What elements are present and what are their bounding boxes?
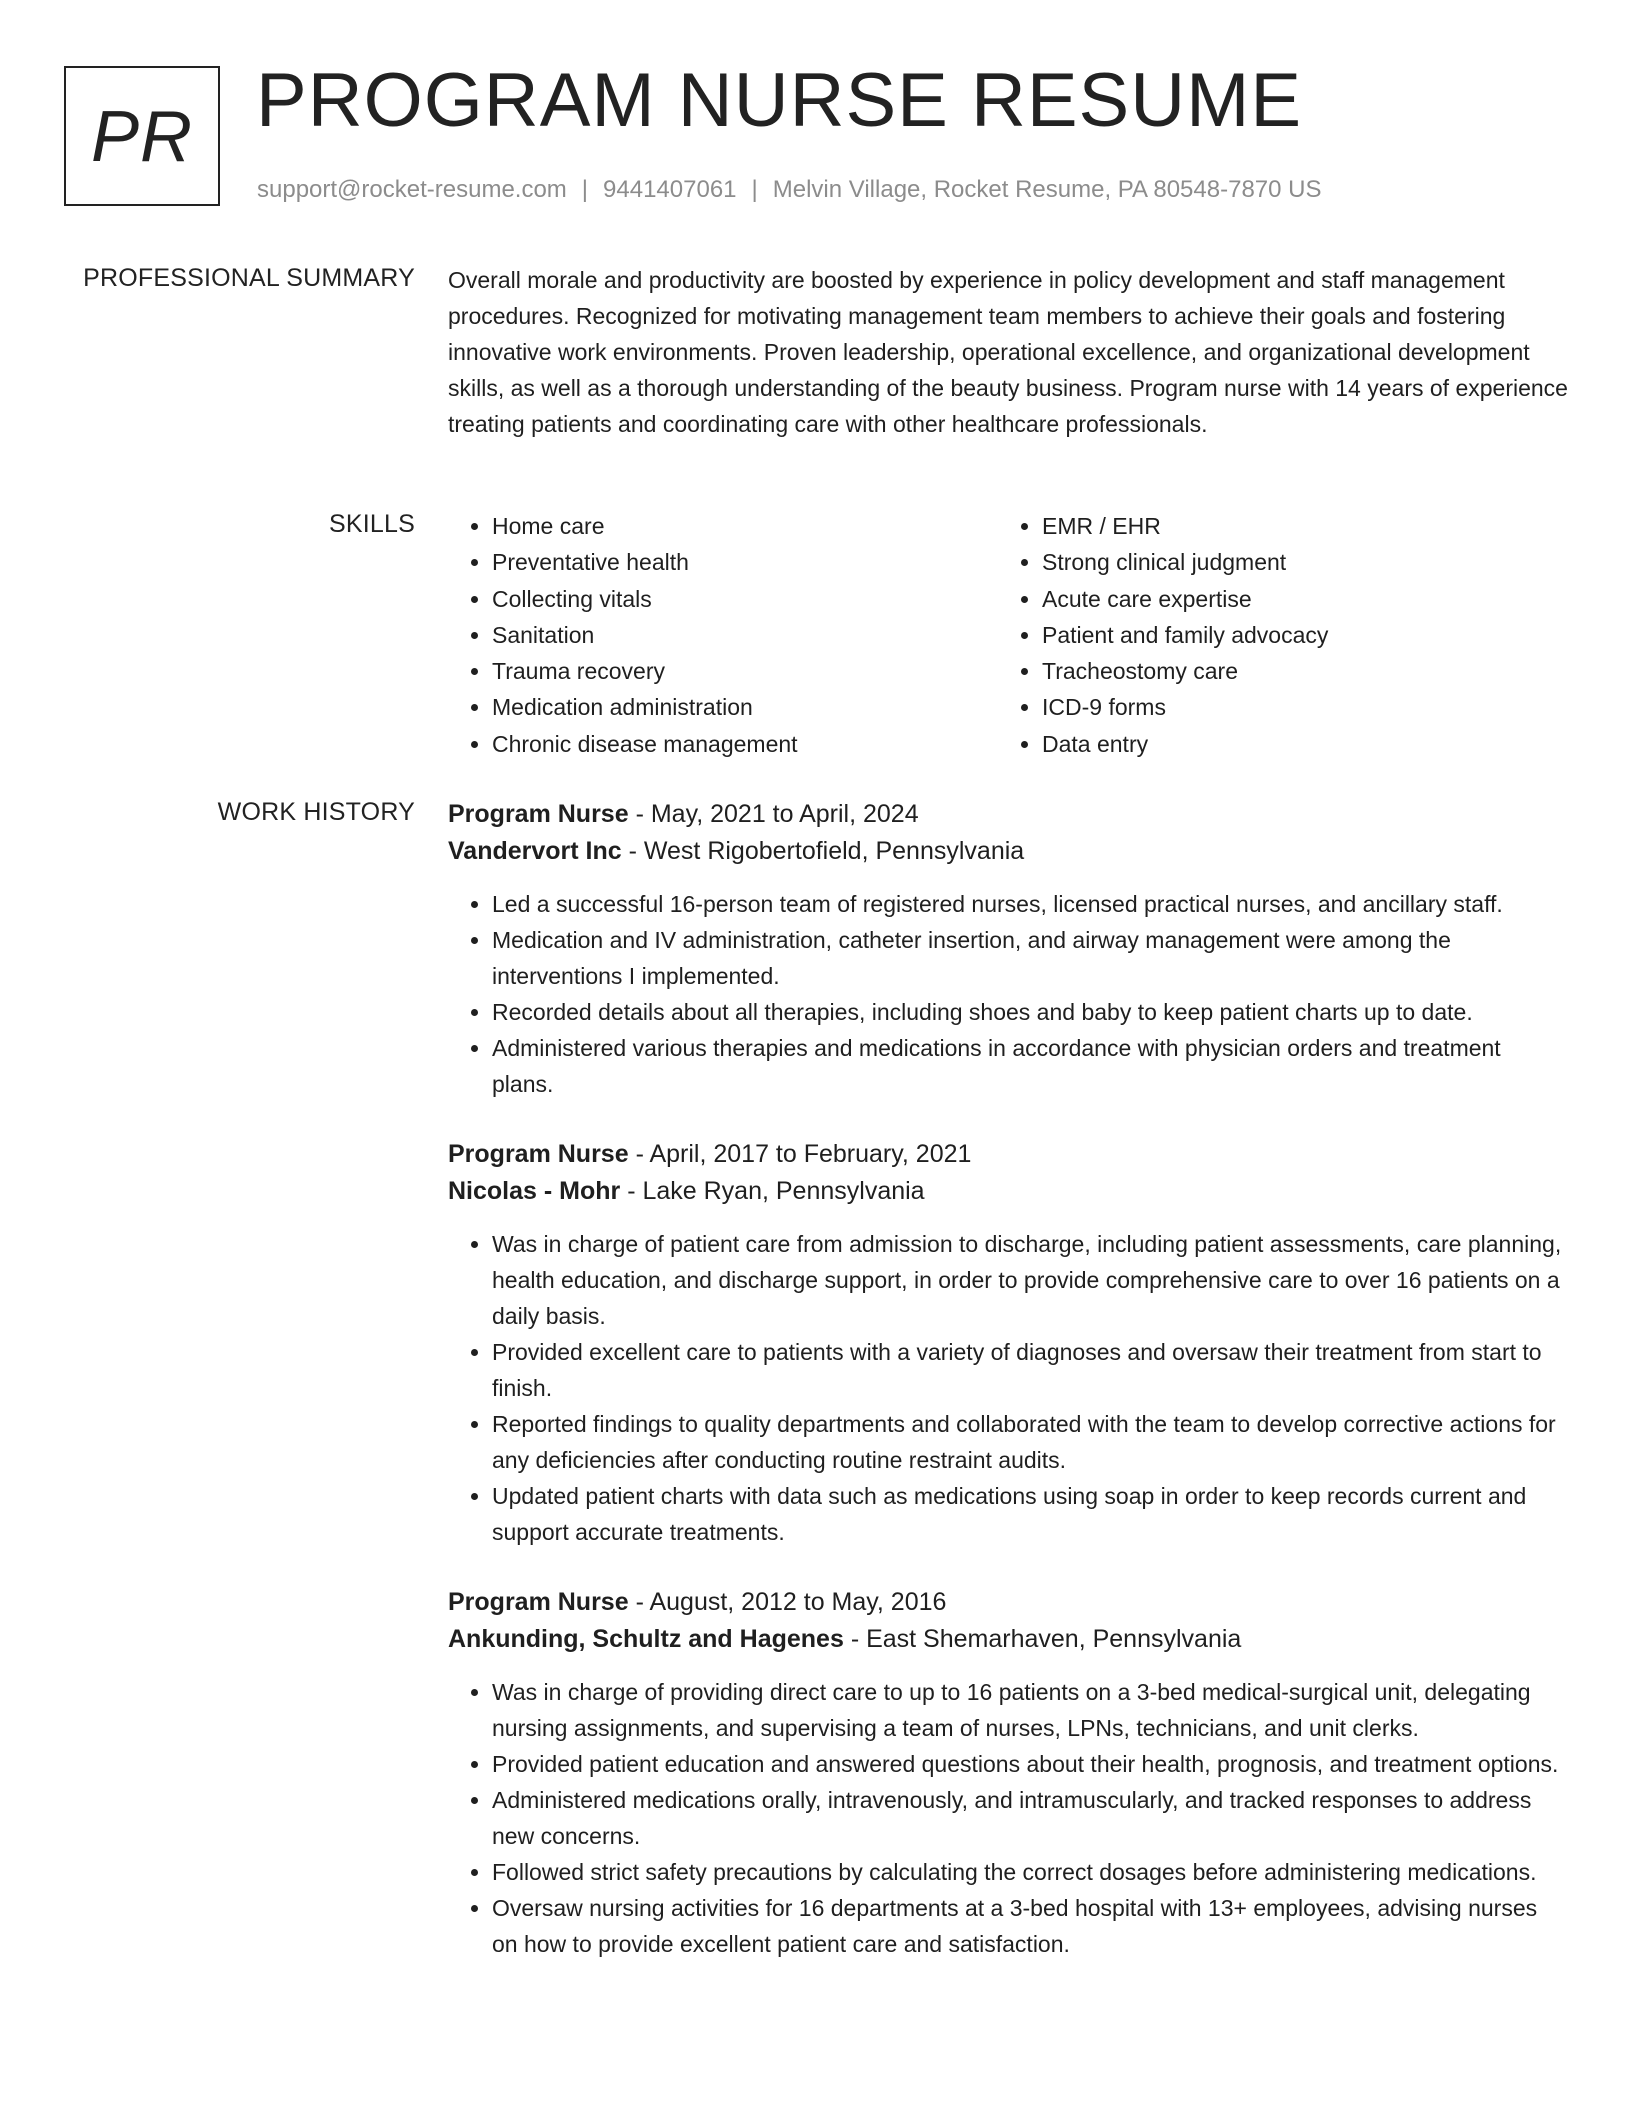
job-duty: • Reported findings to quality departments and collaborated with the team to develop corrective actions for any deficiencies after conducting routine restraint audits. xyxy=(492,1406,1568,1478)
skill-item: • Data entry xyxy=(1042,726,1548,762)
section-heading-summary: PROFESSIONAL SUMMARY xyxy=(83,264,415,292)
page-title: PROGRAM NURSE RESUME xyxy=(256,58,1303,143)
job-duty: • Administered various therapies and medications in accordance with physician orders and treatment plans. xyxy=(492,1030,1568,1102)
job-title: Program Nurse xyxy=(448,1140,629,1168)
skill-item: • Sanitation xyxy=(492,617,998,653)
job-location: - West Rigobertofield, Pennsylvania xyxy=(621,837,1025,865)
skills-columns xyxy=(448,508,1568,762)
job-entry xyxy=(448,796,1568,1102)
job-duty: • Provided patient education and answered questions about their health, prognosis, and treatment options. xyxy=(492,1746,1568,1782)
skill-item: • EMR / EHR xyxy=(1042,508,1548,544)
skill-item: • Collecting vitals xyxy=(492,581,998,617)
job-entry xyxy=(448,1584,1568,1962)
skill-item: • Tracheostomy care xyxy=(1042,653,1548,689)
job-duty: • Oversaw nursing activities for 16 departments at a 3-bed hospital with 13+ employees, advising nurses on how to provide excellent patient care and satisfaction. xyxy=(492,1890,1568,1962)
job-duty: • Administered medications orally, intravenously, and intramuscularly, and tracked responses to address new concerns. xyxy=(492,1782,1568,1854)
contact-email: support@rocket-resume.com xyxy=(257,176,567,203)
job-title: Program Nurse xyxy=(448,1588,629,1616)
job-duty: • Recorded details about all therapies, including shoes and baby to keep patient charts up to date. xyxy=(492,994,1568,1030)
skill-item: • Chronic disease management xyxy=(492,726,998,762)
skills-list-left xyxy=(448,508,998,762)
job-company: Nicolas - Mohr xyxy=(448,1177,621,1205)
job-title-line xyxy=(448,1136,1568,1173)
job-location: - East Shemarhaven, Pennsylvania xyxy=(843,1625,1242,1653)
monogram-initials: PR xyxy=(90,97,194,177)
job-title-line xyxy=(448,796,1568,833)
job-company-line xyxy=(448,1173,1568,1210)
job-location: - Lake Ryan, Pennsylvania xyxy=(620,1177,925,1205)
job-dates: - April, 2017 to February, 2021 xyxy=(628,1140,972,1168)
job-duty: • Medication and IV administration, catheter insertion, and airway management were among the interventions I implemented. xyxy=(492,922,1568,994)
job-duty: • Was in charge of patient care from admission to discharge, including patient assessments, care planning, health education, and discharge support, in order to provide comprehensive care to over 16 patients on a daily basis. xyxy=(492,1226,1568,1334)
job-duty: • Was in charge of providing direct care to up to 16 patients on a 3-bed medical-surgical unit, delegating nursing assignments, and supervising a team of nurses, LPNs, technicians, and unit clerks. xyxy=(492,1674,1568,1746)
job-company-line xyxy=(448,1621,1568,1658)
skill-item: • Home care xyxy=(492,508,998,544)
skill-item: • Preventative health xyxy=(492,544,998,580)
job-duties-list xyxy=(448,886,1568,1102)
skill-item: • Acute care expertise xyxy=(1042,581,1548,617)
job-duties-list xyxy=(448,1674,1568,1962)
contact-address: Melvin Village, Rocket Resume, PA 80548-7870 US xyxy=(772,176,1322,203)
contact-separator: | xyxy=(581,176,589,203)
job-company: Vandervort Inc xyxy=(448,837,622,865)
skill-item: • Trauma recovery xyxy=(492,653,998,689)
contact-separator: | xyxy=(751,176,758,203)
job-duty: • Updated patient charts with data such as medications using soap in order to keep records current and support accurate treatments. xyxy=(492,1478,1568,1550)
job-dates: - August, 2012 to May, 2016 xyxy=(628,1588,947,1616)
job-entry xyxy=(448,1136,1568,1550)
skill-item: • Strong clinical judgment xyxy=(1042,544,1548,580)
job-duty: • Followed strict safety precautions by calculating the correct dosages before administering medications. xyxy=(492,1854,1568,1890)
job-duty: • Provided excellent care to patients with a variety of diagnoses and oversaw their treatment from start to finish. xyxy=(492,1334,1568,1406)
summary-text: Overall morale and productivity are boosted by experience in policy development and staff management procedures. Recognized for motivating management team members to achieve their goals and fostering innovative work environments. Proven leadership, operational excellence, and organizational development skills, as well as a thorough understanding of the beauty business. Program nurse with 14 years of experience treating patients and coordinating care with other healthcare professionals. xyxy=(448,267,1568,437)
skill-item: • Medication administration xyxy=(492,689,998,725)
contact-phone: 9441407061 xyxy=(603,176,737,203)
skills-body xyxy=(448,508,1568,762)
section-heading-work-history: WORK HISTORY xyxy=(217,798,415,826)
job-title: Program Nurse xyxy=(448,800,629,828)
section-heading-skills: SKILLS xyxy=(329,510,415,538)
job-title-line xyxy=(448,1584,1568,1621)
contact-line xyxy=(257,174,1322,206)
skill-item: • ICD-9 forms xyxy=(1042,689,1548,725)
job-dates: - May, 2021 to April, 2024 xyxy=(628,800,919,828)
job-company-line xyxy=(448,833,1568,870)
skills-list-right xyxy=(998,508,1548,762)
skill-item: • Patient and family advocacy xyxy=(1042,617,1548,653)
job-duties-list xyxy=(448,1226,1568,1550)
job-duty: • Led a successful 16-person team of registered nurses, licensed practical nurses, and ancillary staff. xyxy=(492,886,1568,922)
monogram-box xyxy=(64,66,220,206)
job-company: Ankunding, Schultz and Hagenes xyxy=(448,1625,844,1653)
work-history-body xyxy=(448,796,1568,1996)
